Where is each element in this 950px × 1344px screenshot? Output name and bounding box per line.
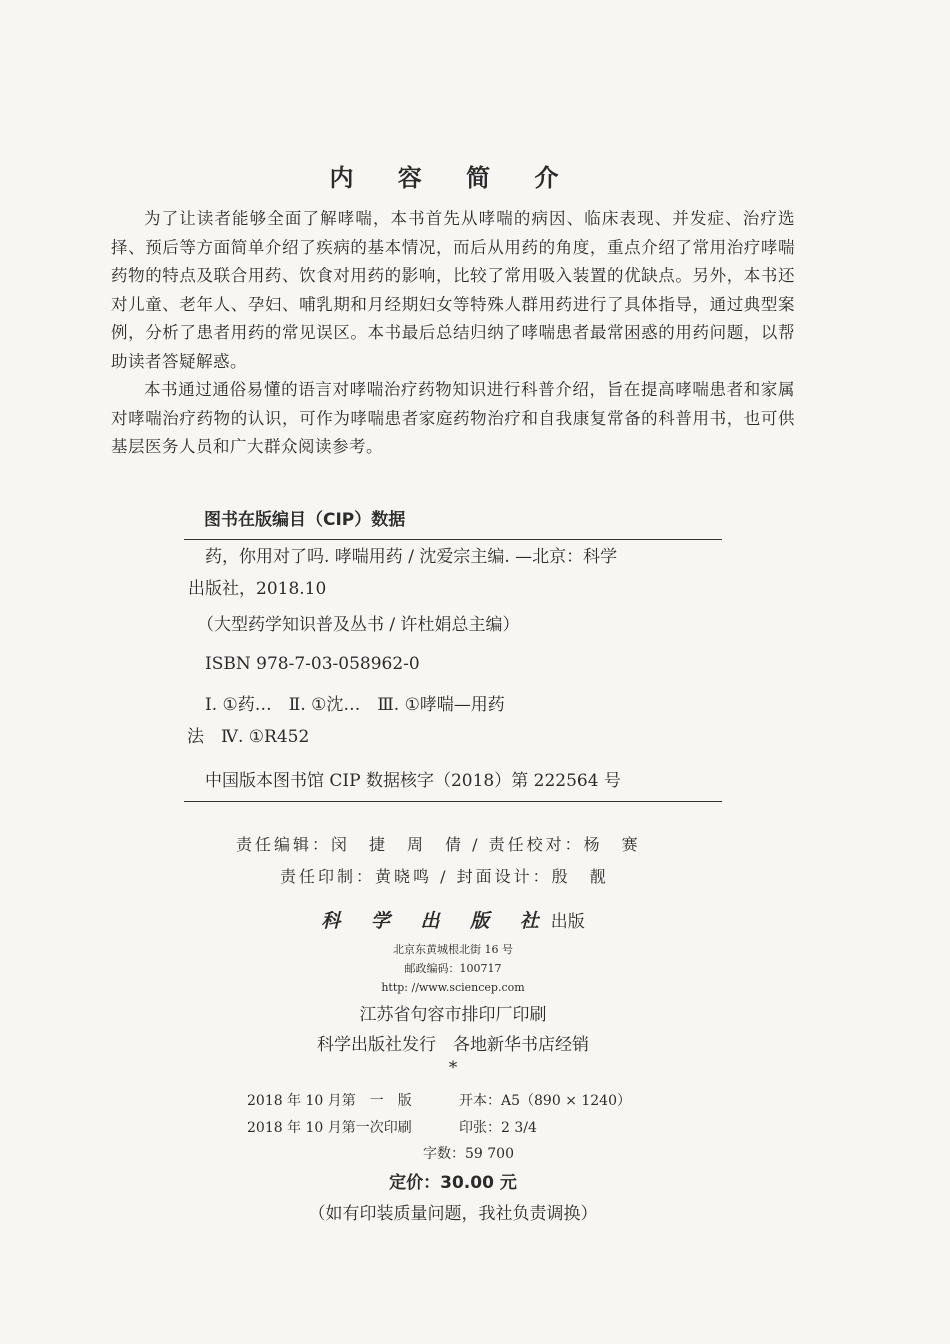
publisher-postcode: 邮政编码：100717 bbox=[404, 962, 502, 975]
word-count: 字数：59 700 bbox=[423, 1146, 514, 1162]
intro-paragraph-1: 为了让读者能够全面了解哮喘，本书首先从哮喘的病因、临床表现、并发症、治疗选择、预后等方面简单介绍了疾病的基本情况，而后从用药的角度，重点介绍了常用治疗哮喘药物的特点及联合用药、饮食对用药的影响，比较了常用吸入装置的优缺点。另外，本书还对儿童、老年人、孕妇、哺乳期和月经期妇女等特殊人群用药进行了具体指导，通过典型案例，分析了患者用药的常见误区。本书最后总结归纳了哮喘患者最常困惑的用药问题，以帮助读者答疑解惑。 bbox=[111, 209, 795, 371]
page-title: 内 容 简 介 bbox=[329, 164, 577, 192]
cip-verify-number: 中国版本图书馆 CIP 数据核字（2018）第 222564 号 bbox=[205, 771, 621, 791]
cip-classification: Ⅰ. ①药… Ⅱ. ①沈… Ⅲ. ①哮喘—用药 bbox=[205, 695, 505, 715]
cip-series: （大型药学知识普及丛书 / 许杜娟总主编） bbox=[197, 615, 520, 635]
intro-text bbox=[111, 205, 795, 462]
cip-classification-2: 法 Ⅳ. ①R452 bbox=[187, 727, 310, 747]
cip-top-rule bbox=[184, 539, 722, 540]
publisher-logo: 科 学 出 版 社 bbox=[321, 910, 551, 932]
cip-title-line-2: 出版社，2018.10 bbox=[188, 579, 327, 599]
publisher-url: http: //www.sciencep.com bbox=[381, 981, 525, 994]
staff-editors: 责任编辑：闵 捷 周 倩 / 责任校对：杨 赛 bbox=[236, 835, 641, 854]
quality-notice: （如有印装质量问题，我社负责调换） bbox=[308, 1204, 598, 1224]
publisher-line bbox=[0, 906, 906, 933]
edition-date: 2018 年 10 月第 一 版 bbox=[247, 1093, 412, 1109]
staff-printing: 责任印制：黄晓鸣 / 封面设计：殷 靓 bbox=[280, 867, 609, 886]
cip-isbn: ISBN 978-7-03-058962-0 bbox=[205, 654, 420, 674]
separator-star: * bbox=[448, 1058, 458, 1078]
publisher-address: 北京东黄城根北街 16 号 bbox=[393, 943, 513, 956]
intro-paragraph-2: 本书通过通俗易懂的语言对哮喘治疗药物知识进行科普介绍，旨在提高哮喘患者和家属对哮喘治疗药物的认识，可作为哮喘患者家庭药物治疗和自我康复常备的科普用书，也可供基层医务人员和广大群众阅读参考。 bbox=[111, 380, 795, 456]
cip-bottom-rule bbox=[184, 801, 722, 802]
format: 开本：A5（890 × 1240） bbox=[459, 1093, 631, 1109]
publisher-suffix: 出版 bbox=[550, 912, 585, 932]
printer: 江苏省句容市排印厂印刷 bbox=[359, 1005, 547, 1025]
distribution: 科学出版社发行 各地新华书店经销 bbox=[317, 1035, 589, 1055]
cip-title-line: 药，你用对了吗. 哮喘用药 / 沈爱宗主编. —北京：科学 bbox=[205, 547, 618, 567]
printing-date: 2018 年 10 月第一次印刷 bbox=[247, 1120, 412, 1136]
sheets: 印张：2 3/4 bbox=[459, 1120, 537, 1136]
cip-heading: 图书在版编目（CIP）数据 bbox=[204, 510, 406, 530]
price: 定价：30.00 元 bbox=[389, 1173, 517, 1193]
